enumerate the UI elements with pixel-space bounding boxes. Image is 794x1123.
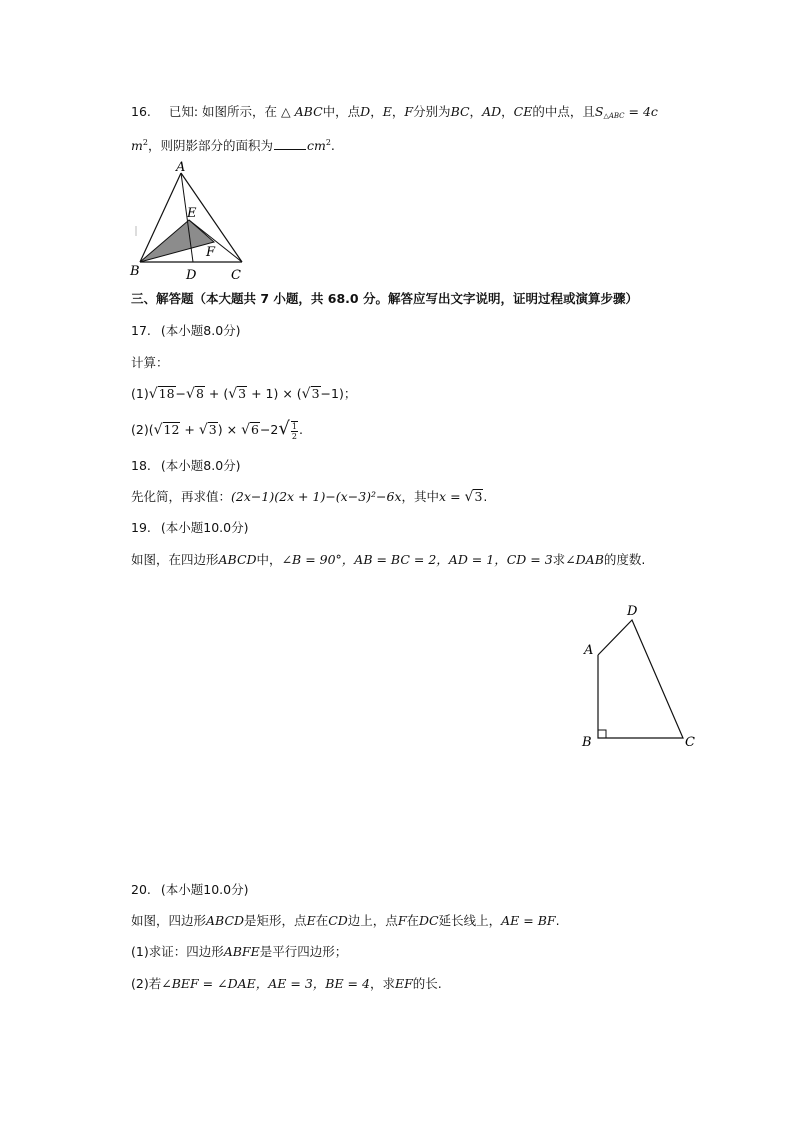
q17-p1-mid: + ( bbox=[208, 386, 229, 401]
q17-p1-label: (1) bbox=[131, 386, 149, 401]
q18-body: 先化简，再求值：(2x−1)(2x + 1)−(x−3)²−6x，其中x = √3. bbox=[131, 489, 488, 505]
q19-t1: 如图，在四边形 bbox=[131, 552, 219, 567]
q16-text-c: 分别为 bbox=[413, 104, 451, 119]
q17-p2-r2: 3 bbox=[208, 422, 217, 437]
q18-score: (本小题8.0分) bbox=[160, 458, 241, 473]
q20-p1-a: (1)求证：四边形 bbox=[131, 944, 224, 959]
q20-p1-b: 是平行四边形； bbox=[259, 944, 348, 959]
q20-t4: 边上，点 bbox=[347, 913, 398, 928]
q17-p1-r3: 3 bbox=[238, 386, 247, 401]
q17-p2-plus: + bbox=[184, 422, 195, 437]
q19-score: (本小题10.0分) bbox=[160, 520, 249, 535]
q19-abcd: ABCD bbox=[218, 552, 257, 567]
q17-p2-r1: 12 bbox=[163, 422, 180, 437]
q17-p1-end: −1)； bbox=[320, 386, 357, 401]
q20-p2-a: (2)若 bbox=[131, 976, 162, 991]
q16-ce: CE bbox=[513, 104, 533, 119]
q16-text-b: 中，点 bbox=[322, 104, 361, 119]
q16-text-e: ，则阴影部分的面积为 bbox=[147, 138, 273, 153]
label-e: E bbox=[187, 206, 197, 221]
q17-p2-mid: ) × bbox=[217, 422, 238, 437]
q16-sq: 2 bbox=[142, 138, 148, 147]
label-d: D bbox=[627, 604, 638, 619]
q20-t6: 延长线上， bbox=[438, 913, 502, 928]
q20-p2-c: 的长. bbox=[412, 976, 442, 991]
q16-cm: cm bbox=[306, 138, 326, 153]
q16-line1: 16. 已知: 如图所示，在 △ ABC中，点D，E，F分别为BC，AD，CE的中点，且$S_{\triangle ABC} = 4c$ bbox=[131, 104, 658, 120]
q16-text-a: 已知: 如图所示，在 bbox=[168, 104, 278, 119]
q17-p2-r3: 6 bbox=[250, 422, 259, 437]
q20-p1-m: ABFE bbox=[223, 944, 260, 959]
q20-cd: CD bbox=[328, 913, 348, 928]
q20-abcd: ABCD bbox=[206, 913, 245, 928]
q19-t3: 求 bbox=[552, 552, 566, 567]
q20-part1 bbox=[131, 943, 347, 961]
q20-t5: 在 bbox=[406, 913, 420, 928]
q19-cond: ∠B = 90°，AB = BC = 2，AD = 1，CD = 3 bbox=[281, 552, 553, 567]
q16-period: . bbox=[330, 138, 335, 153]
q20-score: (本小题10.0分) bbox=[160, 882, 249, 897]
q20-t3: 在 bbox=[315, 913, 329, 928]
q19-number: 19. bbox=[131, 520, 151, 535]
q20-body bbox=[131, 912, 560, 930]
q16-bc: BC bbox=[450, 104, 470, 119]
q20-eq: AE = BF bbox=[501, 913, 556, 928]
q16-triangle-symbol: △ bbox=[281, 104, 291, 119]
label-c: C bbox=[231, 268, 241, 283]
q20-p2-ef: EF bbox=[394, 976, 413, 991]
section-heading: 三、解答题（本大题共 7 小题，共 68.0 分。解答应写出文字说明，证明过程或演算步骤） bbox=[131, 291, 638, 306]
q17-header bbox=[131, 322, 241, 340]
q16-text-d: 的中点，且 bbox=[532, 104, 595, 119]
q20-part2 bbox=[131, 975, 442, 993]
q18-root: 3 bbox=[474, 489, 483, 504]
q19-t4: 的度数. bbox=[603, 552, 646, 567]
q16-number: 16. bbox=[131, 104, 151, 119]
q20-dc: DC bbox=[419, 913, 439, 928]
q18-header bbox=[131, 457, 241, 475]
q16-f: F bbox=[404, 104, 414, 119]
label-b: B bbox=[582, 735, 592, 750]
q17-intro: 计算： bbox=[131, 355, 169, 370]
q20-e: E bbox=[306, 913, 316, 928]
q17-number: 17. bbox=[131, 323, 151, 338]
q16-s: S bbox=[594, 104, 604, 119]
q16-e: E bbox=[382, 104, 392, 119]
label-c: C bbox=[685, 735, 695, 750]
right-angle-mark bbox=[598, 730, 606, 738]
q16-s-sub: △ABC bbox=[603, 112, 625, 120]
q17-part2: (2)(√12 + √3) × √6−2√ $\frac{1}{2}$ . bbox=[131, 418, 303, 441]
q20-t2: 是矩形，点 bbox=[244, 913, 307, 928]
q17-p2-numerator: 1 bbox=[291, 421, 297, 431]
q16-m: m bbox=[131, 138, 143, 153]
q19-header bbox=[131, 519, 248, 537]
q17-p2-fraction bbox=[291, 421, 298, 441]
q19-angle: ∠DAB bbox=[565, 552, 604, 567]
q20-number: 20. bbox=[131, 882, 151, 897]
q16-figure bbox=[128, 158, 253, 284]
q18-expr: (2x−1)(2x + 1)−(x−3)²−6x bbox=[231, 489, 402, 504]
q20-header bbox=[131, 881, 248, 899]
q16-d: D bbox=[360, 104, 371, 119]
q18-end: . bbox=[483, 489, 488, 504]
q20-t1: 如图，四边形 bbox=[131, 913, 207, 928]
q17-p1-minus: − bbox=[175, 386, 187, 401]
q20-p2-m: ∠BEF = ∠DAE，AE = 3，BE = 4 bbox=[161, 976, 370, 991]
q17-part1: (1)√18−√8 + (√3 + 1) × (√3−1)； bbox=[131, 386, 357, 402]
label-b: B bbox=[130, 264, 140, 279]
label-d: D bbox=[186, 268, 197, 283]
q17-p2-denominator: 2 bbox=[291, 431, 297, 441]
q17-p2-minus: −2 bbox=[259, 422, 279, 437]
label-f: F bbox=[206, 245, 216, 260]
q19-t2: 中， bbox=[256, 552, 282, 567]
quadrilateral bbox=[598, 620, 683, 738]
answer-blank bbox=[274, 137, 306, 150]
q19-figure bbox=[578, 600, 703, 755]
q18-text2: ，其中 bbox=[401, 489, 440, 504]
q16-line2 bbox=[131, 134, 335, 155]
q16-sq2: 2 bbox=[325, 138, 331, 147]
q16-eq: = 4c bbox=[628, 104, 658, 119]
label-a: A bbox=[176, 160, 186, 175]
q17-p1-r2: 8 bbox=[195, 386, 204, 401]
q18-text: 先化简，再求值： bbox=[131, 489, 232, 504]
q18-number: 18. bbox=[131, 458, 151, 473]
q16-ad: AD bbox=[482, 104, 502, 119]
q16-abc: ABC bbox=[294, 104, 323, 119]
q17-score: (本小题8.0分) bbox=[160, 323, 241, 338]
shaded-triangle bbox=[140, 220, 214, 262]
q17-p2-label: (2)( bbox=[131, 422, 154, 437]
label-a: A bbox=[584, 643, 594, 658]
q17-p1-r4: 3 bbox=[311, 386, 320, 401]
q18-x: x = bbox=[439, 489, 465, 504]
q19-body bbox=[131, 551, 645, 569]
q17-p1-r1: 18 bbox=[158, 386, 175, 401]
q20-end: . bbox=[555, 913, 560, 928]
q17-p2-end: . bbox=[298, 422, 303, 437]
q20-p2-b: ，求 bbox=[369, 976, 395, 991]
q17-p1-mid2: + 1) × ( bbox=[251, 386, 302, 401]
q20-f: F bbox=[397, 913, 407, 928]
